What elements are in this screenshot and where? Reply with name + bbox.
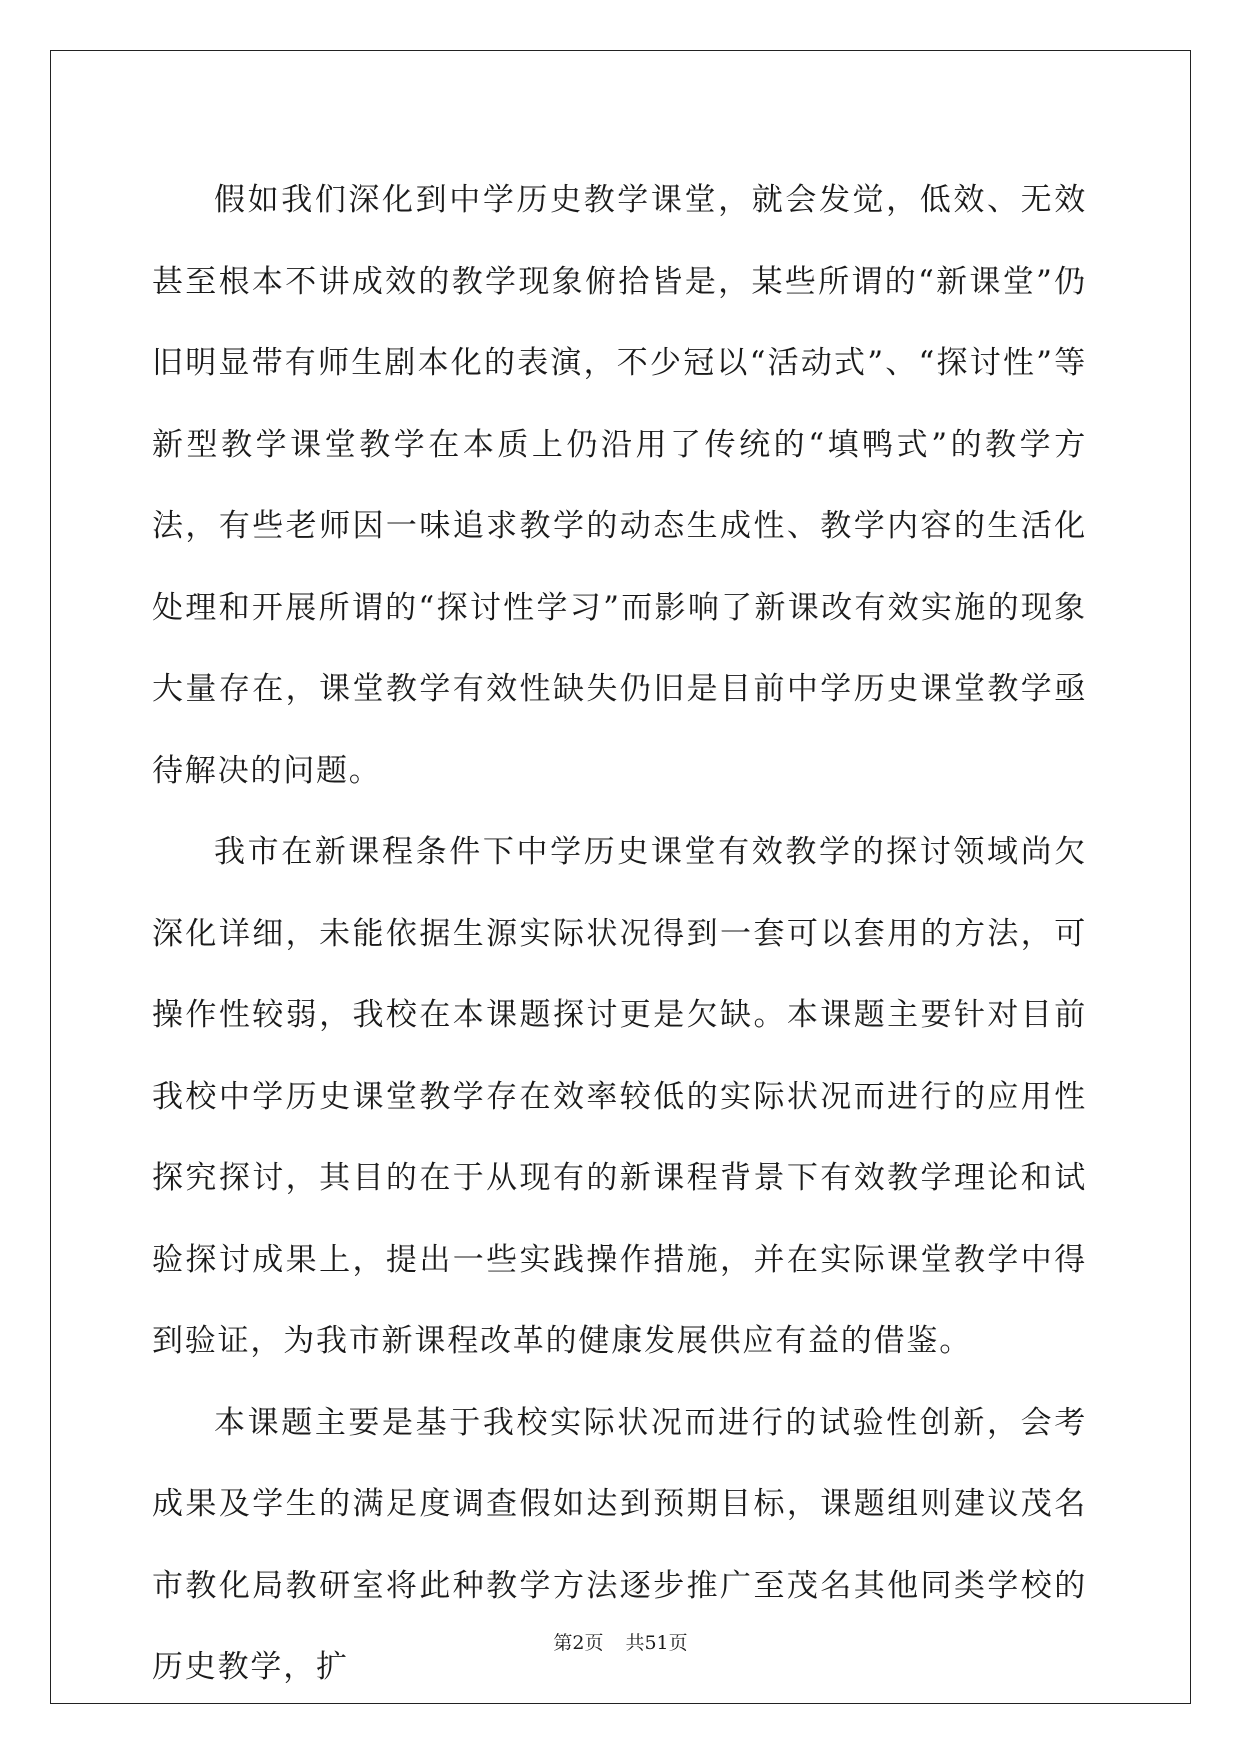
- document-body: [152, 160, 1087, 1709]
- page-footer: [0, 1628, 1241, 1655]
- paragraph-2: 我市在新课程条件下中学历史课堂有效教学的探讨领域尚欠深化详细，未能依据生源实际状况得到一套可以套用的方法，可操作性较弱，我校在本课题探讨更是欠缺。本课题主要针对目前我校中学历史课堂教学存在效率较低的实际状况而进行的应用性探究探讨，其目的在于从现有的新课程背景下有效教学理论和试验探讨成果上，提出一些实践操作措施，并在实际课堂教学中得到验证，为我市新课程改革的健康发展供应有益的借鉴。: [152, 834, 1087, 1359]
- page-number: 第2页: [553, 1632, 604, 1654]
- paragraph-1: 假如我们深化到中学历史教学课堂，就会发觉，低效、无效甚至根本不讲成效的教学现象俯拾皆是，某些所谓的“新课堂”仍旧明显带有师生剧本化的表演，不少冠以“活动式”、“探讨性”等新型教学课堂教学在本质上仍沿用了传统的“填鸭式”的教学方法，有些老师因一味追求教学的动态生成性、教学内容的生活化处理和开展所谓的“探讨性学习”而影响了新课改有效实施的现象大量存在，课堂教学有效性缺失仍旧是目前中学历史课堂教学亟待解决的问题。: [152, 182, 1087, 789]
- page-total: 共51页: [625, 1632, 688, 1654]
- paragraph-3: 本课题主要是基于我校实际状况而进行的试验性创新，会考成果及学生的满足度调查假如达到预期目标，课题组则建议茂名市教化局教研室将此种教学方法逐步推广至茂名其他同类学校的历史教学，扩: [152, 1404, 1087, 1685]
